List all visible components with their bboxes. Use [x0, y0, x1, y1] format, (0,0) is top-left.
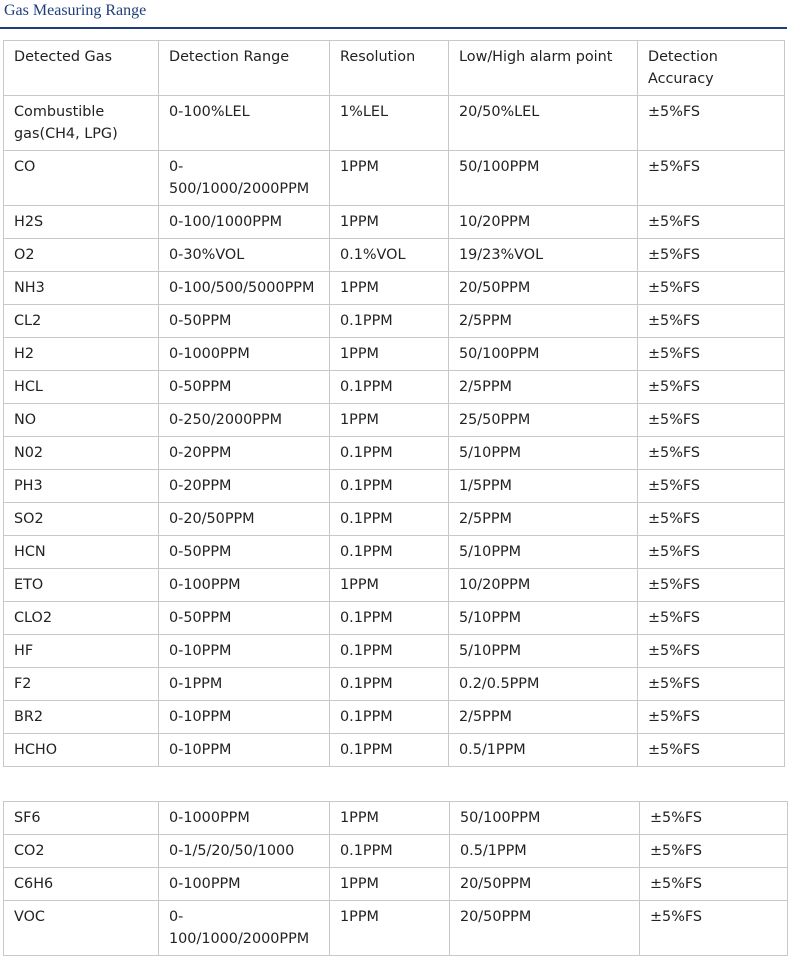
- table-row: [4, 371, 785, 404]
- table-cell: Detected Gas: [4, 41, 159, 96]
- table-cell: 1PPM: [330, 802, 450, 835]
- table-row: [4, 338, 785, 371]
- table-cell: O2: [4, 239, 159, 272]
- table-cell: 5/10PPM: [449, 602, 638, 635]
- table-cell: N02: [4, 437, 159, 470]
- table-row: [4, 206, 785, 239]
- table-cell: 1PPM: [330, 151, 449, 206]
- table-cell: 0-1/5/20/50/1000: [159, 835, 330, 868]
- table-row: [4, 437, 785, 470]
- table-cell: 1PPM: [330, 569, 449, 602]
- gas-range-table-continued-body: [4, 802, 788, 956]
- table-cell: Combustible gas(CH4, LPG): [4, 96, 159, 151]
- table-row: [4, 868, 788, 901]
- table-cell: 0.1PPM: [330, 602, 449, 635]
- table-cell: 0-20PPM: [159, 470, 330, 503]
- table-cell: F2: [4, 668, 159, 701]
- table-cell: 25/50PPM: [449, 404, 638, 437]
- table-cell: 2/5PPM: [449, 371, 638, 404]
- table-cell: 0-10PPM: [159, 635, 330, 668]
- table-cell: 0-20PPM: [159, 437, 330, 470]
- table-cell: Low/High alarm point: [449, 41, 638, 96]
- table-cell: 10/20PPM: [449, 206, 638, 239]
- table-row: [4, 734, 785, 767]
- table-cell: 0-100/500/5000PPM: [159, 272, 330, 305]
- table-cell: 0-100/1000PPM: [159, 206, 330, 239]
- table-cell: 2/5PPM: [449, 503, 638, 536]
- table-cell: ±5%FS: [638, 338, 785, 371]
- table-cell: 0-100%LEL: [159, 96, 330, 151]
- table-cell: Detection Accuracy: [638, 41, 785, 96]
- table-cell: ETO: [4, 569, 159, 602]
- table-cell: NH3: [4, 272, 159, 305]
- table-cell: ±5%FS: [638, 536, 785, 569]
- gas-range-table: [3, 40, 785, 767]
- table-cell: 1PPM: [330, 868, 450, 901]
- table-row: [4, 305, 785, 338]
- table-cell: 0-20/50PPM: [159, 503, 330, 536]
- table-row: [4, 602, 785, 635]
- table-cell: CO: [4, 151, 159, 206]
- table-cell: HCN: [4, 536, 159, 569]
- table-cell: 0.1PPM: [330, 635, 449, 668]
- table-cell: 1PPM: [330, 272, 449, 305]
- table-cell: 0-1000PPM: [159, 802, 330, 835]
- gas-range-table-body: [4, 41, 785, 767]
- table-cell: ±5%FS: [638, 668, 785, 701]
- table-cell: 19/23%VOL: [449, 239, 638, 272]
- table-cell: 0.1PPM: [330, 668, 449, 701]
- table-cell: 0-50PPM: [159, 371, 330, 404]
- table-cell: PH3: [4, 470, 159, 503]
- table-cell: ±5%FS: [638, 96, 785, 151]
- table-cell: 1PPM: [330, 404, 449, 437]
- table-cell: ±5%FS: [638, 239, 785, 272]
- table-cell: ±5%FS: [638, 602, 785, 635]
- table-row: [4, 96, 785, 151]
- table-row: [4, 901, 788, 956]
- gas-range-table-continued: [3, 801, 788, 956]
- table-cell: 0-50PPM: [159, 602, 330, 635]
- table-cell: 2/5PPM: [449, 305, 638, 338]
- table-cell: 0-100PPM: [159, 569, 330, 602]
- table-cell: ±5%FS: [638, 437, 785, 470]
- table-cell: 10/20PPM: [449, 569, 638, 602]
- table-row: [4, 503, 785, 536]
- table-cell: ±5%FS: [640, 835, 788, 868]
- table-cell: 1/5PPM: [449, 470, 638, 503]
- heading-underline: [0, 27, 787, 29]
- table-cell: H2: [4, 338, 159, 371]
- table-cell: Resolution: [330, 41, 449, 96]
- table-row: [4, 802, 788, 835]
- table-cell: 50/100PPM: [449, 338, 638, 371]
- table-cell: CO2: [4, 835, 159, 868]
- table-cell: C6H6: [4, 868, 159, 901]
- table-cell: 50/100PPM: [450, 802, 640, 835]
- table-cell: CL2: [4, 305, 159, 338]
- table-cell: 0.1%VOL: [330, 239, 449, 272]
- table-cell: VOC: [4, 901, 159, 956]
- table-cell: 2/5PPM: [449, 701, 638, 734]
- table-cell: NO: [4, 404, 159, 437]
- table-cell: Detection Range: [159, 41, 330, 96]
- table-cell: 0.1PPM: [330, 701, 449, 734]
- table-cell: HCHO: [4, 734, 159, 767]
- table-cell: 0.5/1PPM: [450, 835, 640, 868]
- table-cell: 0-30%VOL: [159, 239, 330, 272]
- table-cell: ±5%FS: [638, 734, 785, 767]
- table-cell: BR2: [4, 701, 159, 734]
- table-cell: ±5%FS: [640, 868, 788, 901]
- table-cell: 0.1PPM: [330, 734, 449, 767]
- table-row: [4, 404, 785, 437]
- table-cell: 0-10PPM: [159, 701, 330, 734]
- table-row: [4, 470, 785, 503]
- table-row: [4, 835, 788, 868]
- table-cell: 0.1PPM: [330, 536, 449, 569]
- table-header-row: [4, 41, 785, 96]
- table-cell: 1PPM: [330, 338, 449, 371]
- table-cell: 20/50PPM: [449, 272, 638, 305]
- table-cell: ±5%FS: [638, 404, 785, 437]
- table-cell: 5/10PPM: [449, 635, 638, 668]
- table-cell: 0.1PPM: [330, 503, 449, 536]
- table-cell: 0-1PPM: [159, 668, 330, 701]
- table-cell: SF6: [4, 802, 159, 835]
- table-row: [4, 239, 785, 272]
- table-cell: 1PPM: [330, 206, 449, 239]
- table-cell: 20/50%LEL: [449, 96, 638, 151]
- table-row: [4, 701, 785, 734]
- table-cell: 0-10PPM: [159, 734, 330, 767]
- table-cell: 0.2/0.5PPM: [449, 668, 638, 701]
- table-cell: ±5%FS: [638, 151, 785, 206]
- table-cell: SO2: [4, 503, 159, 536]
- table-cell: 0.1PPM: [330, 835, 450, 868]
- table-row: [4, 151, 785, 206]
- table-row: [4, 536, 785, 569]
- table-cell: 0-50PPM: [159, 536, 330, 569]
- table-cell: ±5%FS: [640, 802, 788, 835]
- table-cell: ±5%FS: [638, 371, 785, 404]
- table-cell: 1PPM: [330, 901, 450, 956]
- table-cell: 0.1PPM: [330, 470, 449, 503]
- table-cell: ±5%FS: [638, 569, 785, 602]
- table-cell: 0-100PPM: [159, 868, 330, 901]
- table-cell: 0-100/1000/2000PPM: [159, 901, 330, 956]
- table-cell: ±5%FS: [638, 272, 785, 305]
- table-cell: ±5%FS: [640, 901, 788, 956]
- table-row: [4, 272, 785, 305]
- table-cell: ±5%FS: [638, 635, 785, 668]
- table-cell: 5/10PPM: [449, 437, 638, 470]
- table-cell: ±5%FS: [638, 470, 785, 503]
- table-cell: H2S: [4, 206, 159, 239]
- table-cell: ±5%FS: [638, 503, 785, 536]
- table-cell: 1%LEL: [330, 96, 449, 151]
- table-cell: 50/100PPM: [449, 151, 638, 206]
- table-cell: 20/50PPM: [450, 901, 640, 956]
- section-heading: Gas Measuring Range: [4, 2, 147, 19]
- table-cell: 5/10PPM: [449, 536, 638, 569]
- table-row: [4, 569, 785, 602]
- table-cell: ±5%FS: [638, 305, 785, 338]
- table-row: [4, 635, 785, 668]
- table-cell: 0-500/1000/2000PPM: [159, 151, 330, 206]
- table-row: [4, 668, 785, 701]
- table-cell: ±5%FS: [638, 701, 785, 734]
- table-cell: 0.1PPM: [330, 371, 449, 404]
- table-cell: 0.1PPM: [330, 305, 449, 338]
- table-cell: 0-1000PPM: [159, 338, 330, 371]
- table-cell: ±5%FS: [638, 206, 785, 239]
- table-cell: CLO2: [4, 602, 159, 635]
- table-cell: 0-50PPM: [159, 305, 330, 338]
- table-cell: 0-250/2000PPM: [159, 404, 330, 437]
- table-cell: HCL: [4, 371, 159, 404]
- table-cell: HF: [4, 635, 159, 668]
- table-cell: 0.5/1PPM: [449, 734, 638, 767]
- table-cell: 20/50PPM: [450, 868, 640, 901]
- table-cell: 0.1PPM: [330, 437, 449, 470]
